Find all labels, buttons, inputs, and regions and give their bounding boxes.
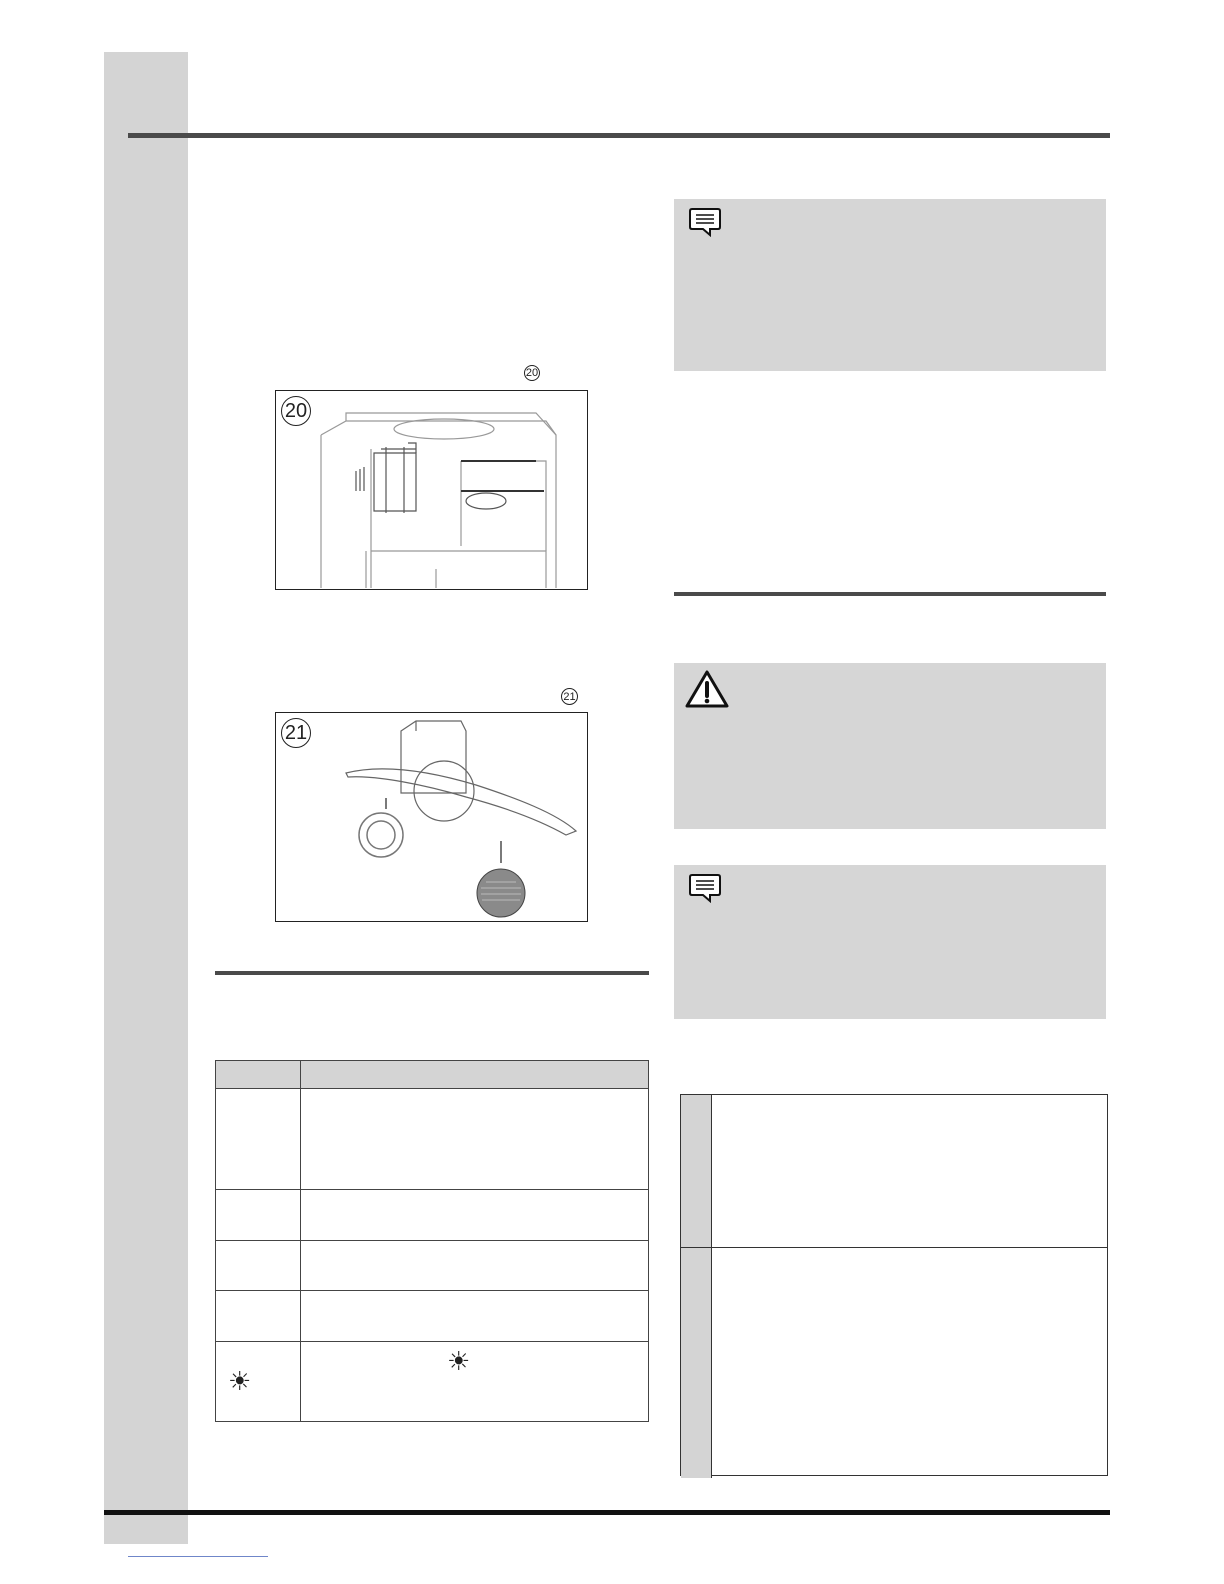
table-row <box>216 1342 649 1422</box>
table-row <box>216 1190 649 1241</box>
controls-cell-function <box>301 1190 649 1241</box>
note-icon <box>688 873 722 903</box>
sun-lamp-icon: ☀ <box>447 1346 471 1376</box>
table-row-marker <box>681 1248 712 1478</box>
section-rule-right <box>674 592 1106 596</box>
table-row-marker <box>681 1095 712 1247</box>
table-row <box>216 1089 649 1190</box>
table-row <box>216 1291 649 1342</box>
controls-cell-function <box>301 1342 649 1422</box>
table-row <box>681 1248 1107 1477</box>
controls-cell-key <box>216 1291 301 1342</box>
controls-header-cell-function <box>301 1061 649 1089</box>
troubleshooting-table <box>680 1094 1108 1476</box>
figure-21-callout-number: 21 <box>563 690 576 703</box>
note-box-1 <box>674 199 1106 371</box>
figure-21 <box>275 712 588 922</box>
figure-21-callout <box>561 688 578 705</box>
controls-cell-function <box>301 1241 649 1291</box>
figure-21-label-text: 21 <box>284 721 308 744</box>
header-rule <box>128 133 1110 138</box>
figure-21-drawing <box>276 713 586 920</box>
table-row <box>216 1241 649 1291</box>
side-margin-strip <box>104 52 188 1544</box>
figure-20 <box>275 390 588 590</box>
controls-cell-key <box>216 1241 301 1291</box>
note-box-2 <box>674 865 1106 1019</box>
controls-table <box>215 1060 649 1422</box>
footer-rule <box>104 1510 1110 1515</box>
warning-box <box>674 663 1106 829</box>
note-icon <box>688 207 722 237</box>
controls-table-header <box>216 1061 649 1089</box>
figure-20-drawing <box>276 391 586 588</box>
figure-20-callout-number: 20 <box>525 367 539 379</box>
figure-20-callout <box>524 365 540 381</box>
controls-cell-function <box>301 1089 649 1190</box>
controls-header-cell-key <box>216 1061 301 1089</box>
controls-cell-key <box>216 1089 301 1190</box>
sun-lamp-icon: ☀ <box>228 1366 252 1396</box>
controls-cell-key <box>216 1342 301 1422</box>
warning-triangle-icon <box>684 669 730 709</box>
section-rule-left <box>215 971 649 975</box>
table-row <box>681 1095 1107 1248</box>
figure-20-label-text: 20 <box>284 399 308 422</box>
controls-cell-function <box>301 1291 649 1342</box>
controls-cell-key <box>216 1190 301 1241</box>
footer-link-underline[interactable] <box>128 1556 268 1557</box>
